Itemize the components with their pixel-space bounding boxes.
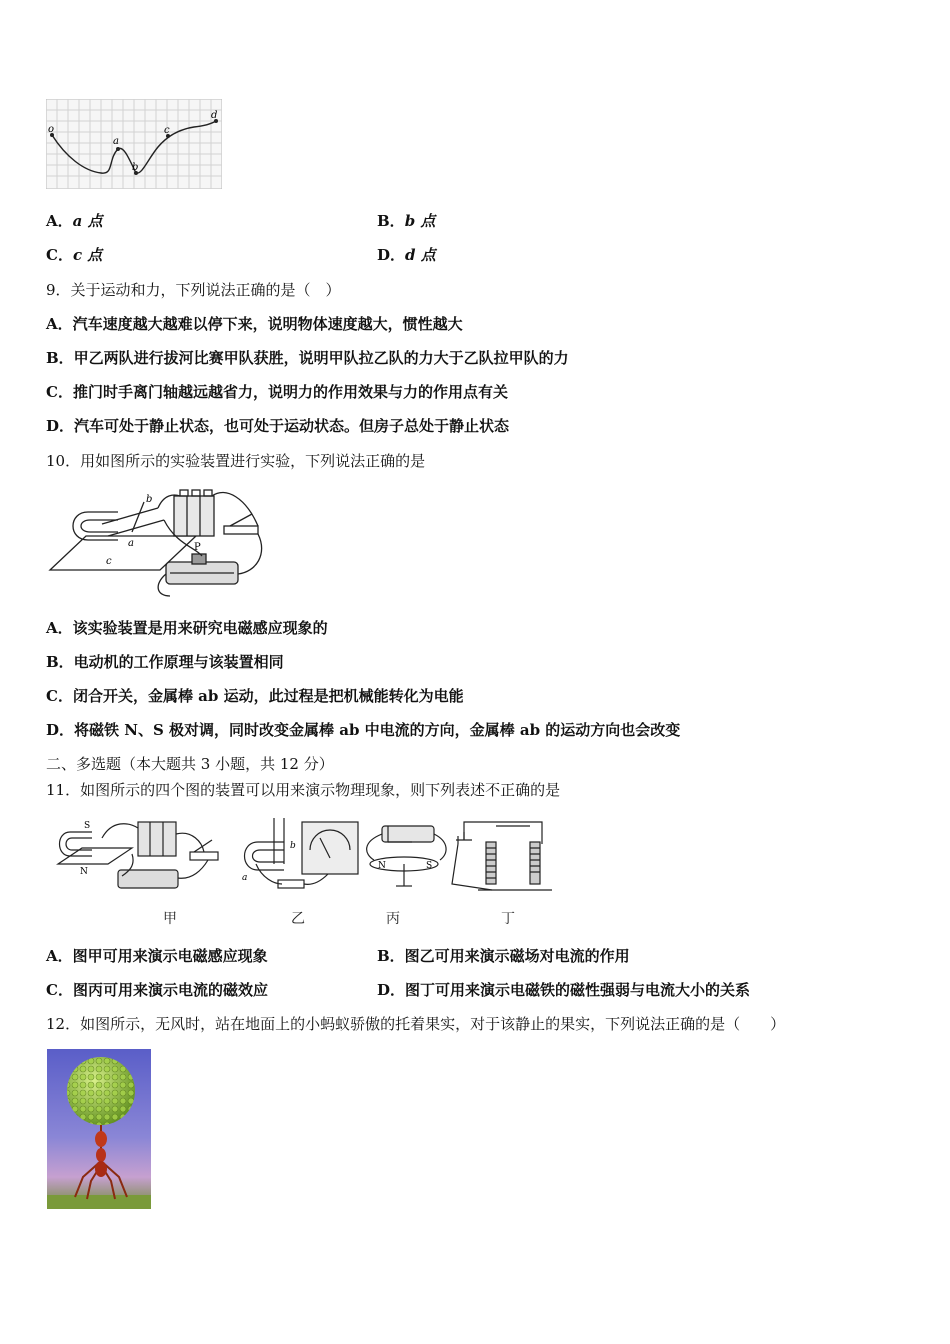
q10-option-a: A．该实验装置是用来研究电磁感应现象的 [46, 619, 328, 637]
q10-figure [46, 484, 272, 604]
q10-option-b: B．电动机的工作原理与该装置相同 [46, 653, 284, 671]
q10-stem: 10．用如图所示的实验装置进行实验，下列说法正确的是 [46, 452, 426, 470]
q8-option-c: C．c 点 [46, 246, 103, 264]
q9-option-b: B．甲乙两队进行拔河比赛甲队获胜，说明甲队拉乙队的力大于乙队拉甲队的力 [46, 349, 569, 367]
q11-label-s1: S [84, 821, 91, 831]
q11-option-d: D．图丁可用来演示电磁铁的磁性强弱与电流大小的关系 [377, 981, 751, 999]
q11-option-a: A．图甲可用来演示电磁感应现象 [46, 947, 268, 965]
q11-caption-yi: 乙 [291, 911, 305, 927]
q10-label-c: c [106, 556, 112, 567]
q11-option-b: B．图乙可用来演示磁场对电流的作用 [377, 947, 630, 965]
q10-option-c: C．闭合开关，金属棒 ab 运动，此过程是把机械能转化为电能 [46, 687, 464, 705]
q11-label-a: a [242, 873, 248, 883]
q9-option-a: A．汽车速度越大越难以停下来，说明物体速度越大，惯性越大 [46, 315, 463, 333]
q8-option-d: D．d 点 [377, 246, 436, 264]
q12-photo-ant-fruit [47, 1049, 151, 1209]
graph-label-o: o [48, 124, 55, 135]
q9-stem: 9．关于运动和力，下列说法正确的是（ ） [46, 281, 341, 299]
q11-figure [52, 814, 572, 904]
graph-label-d: d [211, 110, 218, 121]
q11-caption-ding: 丁 [501, 911, 515, 927]
q10-label-b: b [146, 494, 153, 505]
q11-stem: 11．如图所示的四个图的装置可以用来演示物理现象，则下列表述不正确的是 [46, 781, 561, 799]
q9-option-d: D．汽车可处于静止状态，也可处于运动状态。但房子总处于静止状态 [46, 417, 510, 435]
q12-stem: 12．如图所示，无风时，站在地面上的小蚂蚁骄傲的托着果实，对于该静止的果实，下列说法正确的是（ ） [46, 1015, 786, 1033]
q10-option-d: D．将磁铁 N、S 极对调，同时改变金属棒 ab 中电流的方向，金属棒 ab 的运动方向也会改变 [46, 721, 681, 739]
q11-option-c: C．图丙可用来演示电流的磁效应 [46, 981, 268, 999]
q11-label-n1: N [80, 867, 88, 877]
q8-option-a: A．a 点 [46, 212, 103, 230]
q11-label-b: b [290, 841, 296, 851]
q11-label-s2: S [426, 861, 433, 871]
q10-label-a: a [128, 538, 134, 549]
section-2-heading: 二、多选题（本大题共 3 小题，共 12 分） [46, 755, 334, 773]
q11-label-n2: N [378, 861, 386, 871]
graph-label-a: a [113, 136, 119, 147]
q11-caption-bing: 丙 [386, 911, 400, 927]
q11-caption-jia: 甲 [163, 911, 177, 927]
q10-label-p: P [194, 542, 201, 553]
q8-graph [46, 99, 222, 189]
q8-option-b: B．b 点 [377, 212, 436, 230]
q9-option-c: C．推门时手离门轴越远越省力，说明力的作用效果与力的作用点有关 [46, 383, 508, 401]
graph-label-c: c [164, 125, 170, 136]
graph-label-b: b [132, 162, 139, 173]
